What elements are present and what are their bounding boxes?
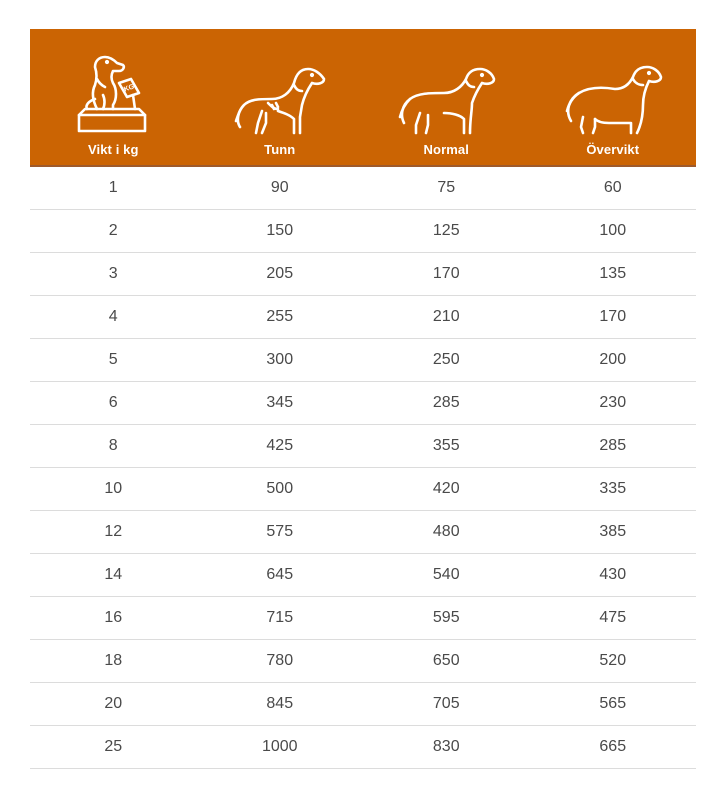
table-row bbox=[30, 640, 696, 683]
overweight-cell: 135 bbox=[599, 265, 627, 282]
weight-cell: 14 bbox=[104, 566, 123, 583]
normal-cell: 420 bbox=[432, 480, 460, 497]
table-header bbox=[30, 29, 696, 167]
overweight-dog-icon bbox=[561, 63, 665, 143]
header-label-normal: Normal bbox=[423, 142, 469, 157]
overweight-cell: 100 bbox=[599, 222, 627, 239]
table-row bbox=[30, 468, 696, 511]
table-row bbox=[30, 554, 696, 597]
header-cell-overweight bbox=[530, 29, 697, 165]
overweight-cell: 665 bbox=[599, 738, 627, 755]
header-label-weight: Vikt i kg bbox=[87, 142, 139, 157]
table-row bbox=[30, 511, 696, 554]
normal-cell: 355 bbox=[432, 437, 460, 454]
weight-cell: 6 bbox=[108, 394, 118, 411]
thin-cell: 645 bbox=[266, 566, 294, 583]
weight-cell: 20 bbox=[104, 695, 123, 712]
thin-dog-icon bbox=[232, 63, 328, 143]
thin-cell: 1000 bbox=[261, 738, 298, 755]
table-row bbox=[30, 382, 696, 425]
normal-cell: 705 bbox=[432, 695, 460, 712]
weight-cell: 10 bbox=[104, 480, 123, 497]
normal-cell: 75 bbox=[437, 179, 456, 196]
scale-label: KG bbox=[123, 83, 136, 94]
weight-cell: 16 bbox=[104, 609, 123, 626]
normal-cell: 285 bbox=[432, 394, 460, 411]
weight-cell: 25 bbox=[104, 738, 123, 755]
table-row bbox=[30, 339, 696, 382]
normal-cell: 210 bbox=[432, 308, 460, 325]
thin-cell: 425 bbox=[266, 437, 294, 454]
thin-cell: 150 bbox=[266, 222, 294, 239]
table-row bbox=[30, 425, 696, 468]
overweight-cell: 520 bbox=[599, 652, 627, 669]
feeding-table bbox=[30, 29, 696, 769]
thin-cell: 715 bbox=[266, 609, 294, 626]
table-row bbox=[30, 167, 696, 210]
normal-cell: 125 bbox=[432, 222, 460, 239]
overweight-cell: 230 bbox=[599, 394, 627, 411]
weight-cell: 8 bbox=[108, 437, 118, 454]
normal-cell: 170 bbox=[432, 265, 460, 282]
thin-cell: 205 bbox=[266, 265, 294, 282]
table-row bbox=[30, 597, 696, 640]
weight-cell: 5 bbox=[108, 351, 118, 368]
overweight-cell: 385 bbox=[599, 523, 627, 540]
overweight-cell: 565 bbox=[599, 695, 627, 712]
thin-cell: 500 bbox=[266, 480, 294, 497]
weight-cell: 1 bbox=[108, 179, 118, 196]
normal-cell: 595 bbox=[432, 609, 460, 626]
normal-cell: 830 bbox=[432, 738, 460, 755]
normal-cell: 540 bbox=[432, 566, 460, 583]
header-cell-thin bbox=[197, 29, 364, 165]
table-row bbox=[30, 726, 696, 769]
thin-cell: 845 bbox=[266, 695, 294, 712]
thin-cell: 255 bbox=[266, 308, 294, 325]
header-cell-normal bbox=[363, 29, 530, 165]
thin-cell: 300 bbox=[266, 351, 294, 368]
normal-cell: 250 bbox=[432, 351, 460, 368]
weight-cell: 3 bbox=[108, 265, 118, 282]
overweight-cell: 285 bbox=[599, 437, 627, 454]
overweight-cell: 430 bbox=[599, 566, 627, 583]
overweight-cell: 335 bbox=[599, 480, 627, 497]
header-cell-weight bbox=[30, 29, 197, 165]
dog-on-scale-icon bbox=[73, 53, 153, 139]
normal-cell: 650 bbox=[432, 652, 460, 669]
overweight-cell: 170 bbox=[599, 308, 627, 325]
weight-cell: 18 bbox=[104, 652, 123, 669]
overweight-cell: 200 bbox=[599, 351, 627, 368]
normal-cell: 480 bbox=[432, 523, 460, 540]
overweight-cell: 60 bbox=[603, 179, 622, 196]
header-label-thin: Tunn bbox=[264, 142, 296, 157]
table-row bbox=[30, 253, 696, 296]
table-body bbox=[30, 167, 696, 769]
thin-cell: 780 bbox=[266, 652, 294, 669]
thin-cell: 90 bbox=[270, 179, 289, 196]
thin-cell: 575 bbox=[266, 523, 294, 540]
table-row bbox=[30, 683, 696, 726]
table-row bbox=[30, 296, 696, 339]
table-row bbox=[30, 210, 696, 253]
thin-cell: 345 bbox=[266, 394, 294, 411]
overweight-cell: 475 bbox=[599, 609, 627, 626]
weight-cell: 12 bbox=[104, 523, 123, 540]
header-label-overweight: Övervikt bbox=[586, 142, 640, 157]
weight-cell: 2 bbox=[108, 222, 118, 239]
normal-dog-icon bbox=[394, 63, 498, 143]
weight-cell: 4 bbox=[108, 308, 118, 325]
